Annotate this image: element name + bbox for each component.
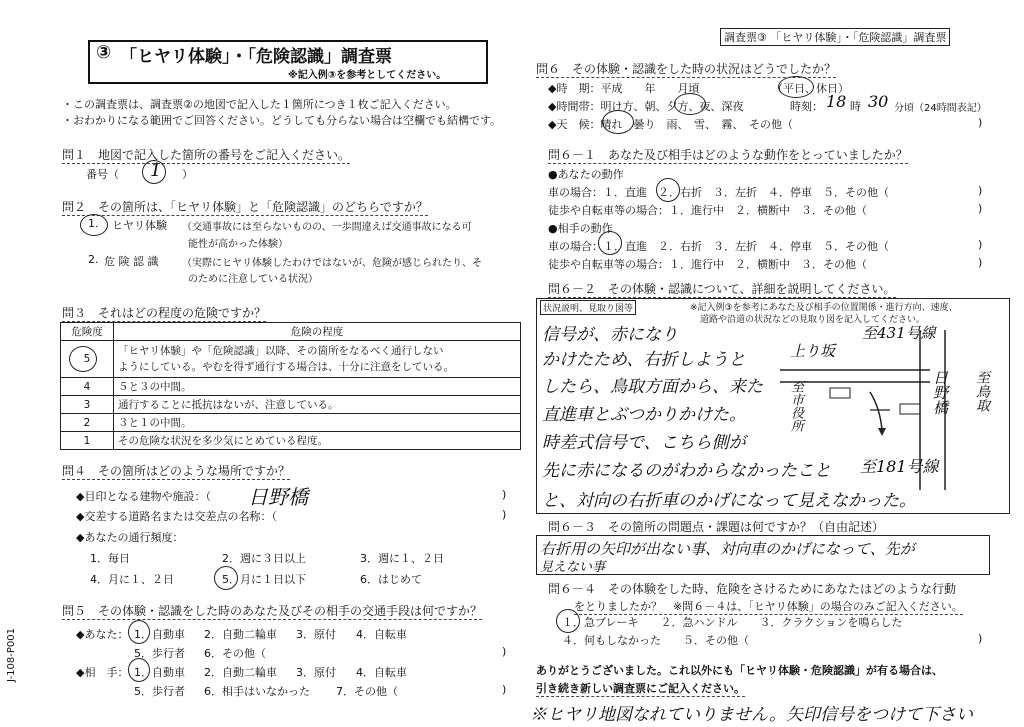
level-desc: ５と３の中間。: [114, 378, 521, 396]
you-option-1[interactable]: 1．自動車: [134, 628, 185, 641]
q2-option2-name[interactable]: 危 険 認 識: [104, 255, 159, 268]
page-title: 「ヒヤリ体験」・「危険認識」調査票: [120, 47, 392, 67]
q6-4-label-1: 問６－４ その体験をした時、危険をさけるためにあなたはどのような行動: [548, 582, 957, 596]
day-selected-circle: [778, 76, 814, 98]
table-row[interactable]: [61, 378, 521, 396]
thanks-line-2: 引き続き新しい調査票にご記入ください。: [536, 682, 745, 695]
page-subtitle: ※記入例③を参考としてください。: [288, 70, 447, 81]
situation-line-5: 時差式信号で、こちら側が: [542, 433, 746, 453]
problem-answer-2: 見えない事: [540, 560, 606, 575]
you-other-close: ): [502, 645, 507, 658]
q2-option1-desc2: 能性が高かった体験）: [188, 239, 288, 250]
title-number: ③: [96, 42, 112, 63]
you-option-5[interactable]: 5．歩行者: [134, 647, 185, 660]
side-code: J-108-P001: [6, 628, 17, 683]
situation-note-1: ※記入例③を参考にあなた及び相手の位置関係・進行方向、速度、: [690, 303, 958, 313]
q4-label: 問４ その箇所はどのような場所ですか？: [62, 464, 291, 478]
q6-weather-close: ): [978, 116, 983, 129]
q4-landmark-label: ◆目印となる建物や施設：（: [76, 490, 211, 503]
col-header-level: 危険度: [61, 323, 114, 341]
you-option-2[interactable]: 2．自動二輪車: [204, 628, 277, 641]
other-option-2[interactable]: 2．自動二輪車: [204, 666, 277, 679]
freq-option-2[interactable]: 2．週に３日以上: [222, 552, 306, 565]
q4-landmark-close: ): [502, 488, 507, 501]
situation-line-2: かけたため、右折しようと: [542, 350, 746, 370]
other-option-5[interactable]: 5．歩行者: [134, 685, 185, 698]
level-value: 1: [61, 432, 114, 450]
freq-option-3[interactable]: 3．週に１、２日: [360, 552, 444, 565]
q4-frequency-label: ◆あなたの通行頻度：: [76, 531, 184, 544]
q6-day-options[interactable]: （平日、休日）: [772, 82, 849, 95]
freq-option-1[interactable]: 1．毎日: [90, 552, 130, 565]
q2-option1-desc1: （交通事故には至らないものの、一歩間違えば交通事故になる可: [182, 222, 472, 233]
table-row[interactable]: [61, 396, 521, 414]
q6-1-you-walk-close: ): [978, 202, 983, 215]
q6-4-options-2[interactable]: ４．何もしなかった ５．その他（: [562, 634, 749, 647]
other-action-circle: [598, 231, 622, 255]
q6-2-label: 問６－２ その体験・認識について、詳細を説明してください。: [548, 282, 896, 296]
q2-option1-num[interactable]: 1.: [88, 217, 99, 230]
q6-clock-tail: 分頃（24時間表記）: [894, 103, 987, 114]
situation-line-3: したら、鳥取方面から、来た: [542, 377, 763, 397]
q4-landmark-answer[interactable]: 日野橋: [248, 485, 308, 509]
table-row[interactable]: [61, 432, 521, 450]
level-selected-circle: [69, 346, 97, 372]
q6-weather-label: ◆天 候：晴れ 曇り 雨、 雪、 霧、 その他（: [548, 118, 793, 131]
other-option-6[interactable]: 6．相手はいなかった: [204, 685, 310, 698]
situation-note-2: 道路や沿道の状況などの見取り図を記入してください。: [700, 315, 926, 325]
intro-line-1: ・この調査票は、調査票②の地図で記入した１箇所につき１枚ご記入ください。: [62, 98, 457, 111]
car-icon: [900, 404, 920, 414]
level-value: 2: [61, 414, 114, 432]
level-value: 4: [61, 378, 114, 396]
q4-road-label: ◆交差する道路名または交差点の名称：（: [76, 510, 277, 523]
thanks-line-1: ありがとうございました。これ以外にも「ヒヤリ体験・危険認識」が有る場合は、: [536, 664, 943, 677]
level-value: 5: [83, 353, 91, 365]
right-turn-arrow-icon: [870, 392, 882, 430]
level-cell: [61, 341, 114, 378]
other-option-1[interactable]: 1．自動車: [134, 666, 185, 679]
q6-clock-mid: 時: [850, 100, 861, 113]
q1-answer-circle: [142, 160, 166, 184]
q2-option1-name[interactable]: ヒヤリ体験: [112, 219, 167, 232]
q6-1-you-heading: ●あなたの動作: [548, 168, 624, 181]
q2-option2-desc2: のために注意している状況）: [188, 274, 318, 285]
situation-line-4: 直進車とぶつかりかけた。: [542, 405, 746, 425]
you-option-4[interactable]: 4．自転車: [356, 628, 407, 641]
q6-1-you-walk[interactable]: 徒歩や自転車等の場合：１．進行中 ２．横断中 ３．その他（: [548, 204, 867, 217]
q1-label: 問１ 地図で記入した箇所の番号をご記入ください。: [62, 148, 351, 162]
q6-3-label: 問６－３ その箇所の問題点・課題は何ですか？（自由記述）: [548, 520, 885, 534]
q1-close-paren: ）: [182, 168, 193, 181]
table-header-row: [61, 323, 521, 341]
level-desc: 「ヒヤリ体験」や「危険認識」以降、その箇所をなるべく通行しない ようにしている。やむを得ず通行する場合は、十分に注意をしている。: [114, 341, 521, 378]
footer-handwritten-note: ※ヒヤリ地図なれていりません。矢印信号をつけて下さい: [530, 705, 974, 725]
q6-1-other-walk[interactable]: 徒歩や自転車等の場合：１．進行中 ２．横断中 ３．その他（: [548, 258, 867, 271]
freq-selected-circle: [214, 566, 238, 590]
level-desc: その危険な状況を多少気にとめている程度。: [114, 432, 521, 450]
q6-1-other-walk-close: ): [978, 256, 983, 269]
q6-1-you-car[interactable]: 車の場合：１．直進 ２．右折 ３．左折 ４．停車 ５．その他（: [548, 186, 889, 199]
q2-label: 問２ その箇所は、「ヒヤリ体験」と「危険認識」のどちらですか？: [62, 200, 428, 214]
q5-other-label: ◆相 手：: [76, 666, 129, 679]
other-option-7[interactable]: 7．その他（: [336, 685, 398, 698]
you-option-3[interactable]: 3．原付: [296, 628, 336, 641]
situation-line-1: 信号が、赤になり: [542, 325, 678, 345]
header-right: 調査票③ 「ヒヤリ体験」・「危険認識」調査票: [720, 28, 950, 46]
q4-road-close: ): [502, 508, 507, 521]
q6-1-other-car[interactable]: 車の場合：１．直進 ２．右折 ３．左折 ４．停車 ５．その他（: [548, 240, 889, 253]
map-label-to-city: 至市役所: [788, 380, 803, 432]
q6-label: 問６ その体験・認識をした時の状況はどうでしたか？: [536, 62, 837, 76]
freq-option-5[interactable]: 5．月に１日以下: [222, 573, 306, 586]
map-label-to-tottori: 至鳥取: [974, 370, 990, 412]
danger-level-table: [60, 322, 521, 450]
q6-clock-minute[interactable]: 30: [868, 92, 889, 111]
map-label-route181: 至181号線: [860, 457, 939, 476]
situation-line-6: 先に赤になるのがわからなかったこと: [542, 461, 831, 481]
map-label-hino: 日野橋: [931, 370, 949, 415]
action-selected-circle: [556, 609, 580, 633]
q2-option2-desc1: （実際にヒヤリ体験したわけではないが、危険が感じられたり、そ: [182, 258, 482, 269]
level-desc: 通行することに抵抗はないが、注意している。: [114, 396, 521, 414]
q6-clock-hour[interactable]: 18: [826, 92, 847, 111]
other-option-4[interactable]: 4．自転車: [356, 666, 407, 679]
q2-option2-num[interactable]: 2.: [88, 253, 99, 266]
col-header-description: 危険の程度: [114, 323, 521, 341]
q6-1-other-car-close: ): [978, 238, 983, 251]
level-desc: ３と１の中間。: [114, 414, 521, 432]
other-option-3[interactable]: 3．原付: [296, 666, 336, 679]
level-value: 3: [61, 396, 114, 414]
you-option-6[interactable]: 6．その他（: [204, 647, 266, 660]
q6-4-options-close: ): [978, 632, 983, 645]
q1-answer[interactable]: 1: [150, 160, 162, 181]
freq-option-4[interactable]: 4．月に１、２日: [90, 573, 174, 586]
car-icon: [830, 388, 850, 398]
situation-line-7: と、対向の右折車のかげになって見えなかった。: [542, 491, 916, 511]
freq-option-6[interactable]: 6．はじめて: [360, 573, 422, 586]
weather-selected-circle: [602, 110, 634, 134]
q6-clock-label: 時刻：: [790, 100, 823, 113]
table-row[interactable]: [61, 414, 521, 432]
q6-time-label: ◆時 期：平成 年 月頃: [548, 82, 700, 95]
table-row[interactable]: [61, 341, 521, 378]
map-label-route431: 至431号線: [862, 324, 936, 342]
problem-answer-1: 右折用の矢印が出ない事、対向車のかげになって、先が: [540, 540, 915, 558]
q6-timeofday-label: ◆時間帯：明け方、朝、夕方、夜、深夜: [548, 100, 744, 113]
arrow-head-icon: [878, 428, 886, 436]
q6-1-you-car-close: ): [978, 184, 983, 197]
q6-1-other-heading: ●相手の動作: [548, 222, 613, 235]
q5-label: 問５ その体験・認識をした時のあなた及びその相手の交通手段は何ですか？: [62, 604, 483, 618]
other-selected-circle: [128, 658, 150, 682]
situation-box-tag: 状況説明、見取り図等: [540, 300, 636, 315]
q5-you-label: ◆あなた：: [76, 628, 129, 641]
intro-line-2: ・おわかりになる範囲でご回答ください。どうしても分らない場合は空欄でも結構です。: [62, 114, 502, 127]
you-action-circle: [656, 178, 680, 202]
q6-4-label-2: をとりましたか？ ※問６－４は、「ヒヤリ体験」の場合のみご記入ください。: [574, 600, 963, 613]
you-selected-circle: [128, 620, 150, 644]
other-other-close: ): [502, 683, 507, 696]
map-label-uphill: 上り坂: [790, 342, 836, 360]
q1-field-label: 番号（: [86, 168, 119, 181]
timeofday-selected-circle: [674, 93, 706, 115]
q6-4-options-1[interactable]: １．急ブレーキ ２．急ハンドル ３．クラクションを鳴らした: [562, 616, 903, 629]
q3-label: 問３ それはどの程度の危険ですか？: [62, 306, 267, 320]
q6-1-label: 問６－１ あなた及び相手はどのような動作をとっていましたか？: [548, 148, 908, 162]
